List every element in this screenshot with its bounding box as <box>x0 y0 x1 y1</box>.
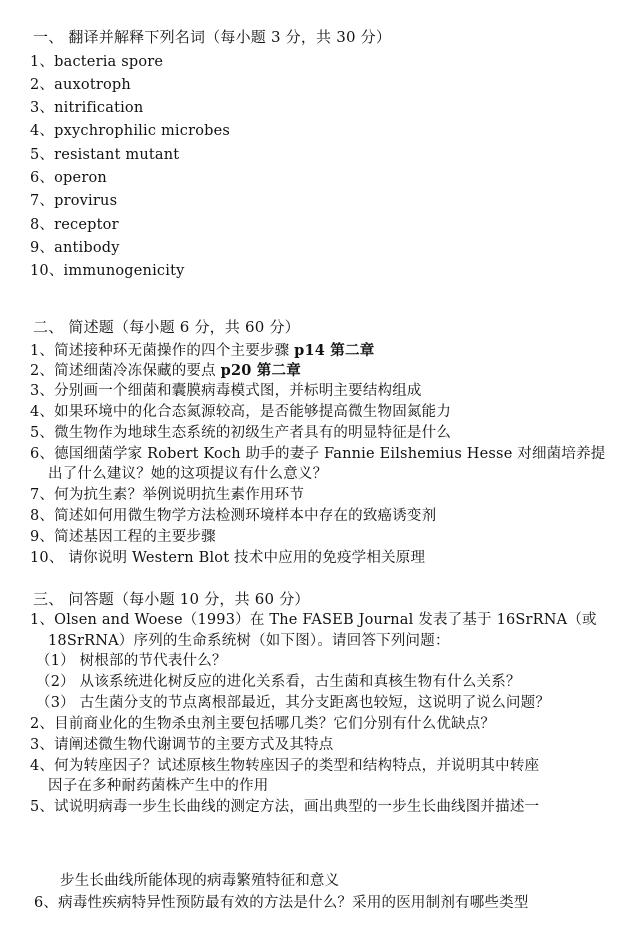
essay-question-6: 6、病毒性疾病特异性预防最有效的方法是什么？采用的医用制剂有哪些类型 <box>34 895 529 911</box>
essay-question-4-line-1: 4、何为转座因子？试述原核生物转座因子的类型和结构特点，并说明其中转座 <box>30 758 540 774</box>
short-question-6-line-2: 出了什么建议？她的这项提议有什么意义？ <box>48 466 328 482</box>
short-question-3: 3、分别画一个细菌和囊膜病毒模式图，并标明主要结构组成 <box>30 383 422 399</box>
essay-question-1-line-2: 18SrRNA）序列的生命系统树（如下图）。请回答下列问题： <box>48 633 450 649</box>
essay-question-5-line-1: 5、试说明病毒一步生长曲线的测定方法，画出典型的一步生长曲线图并描述一 <box>30 799 540 815</box>
vocab-item-2: 2、auxotroph <box>30 77 131 93</box>
essay-subquestion-2: （2） 从该系统进化树反应的进化关系看，古生菌和真核生物有什么关系？ <box>36 674 521 690</box>
short-question-7: 7、何为抗生素？举例说明抗生素作用环节 <box>30 487 305 503</box>
vocab-item-3: 3、nitrification <box>30 100 144 116</box>
section-3-heading: 三、 问答题（每小题 10 分，共 60 分） <box>33 590 310 608</box>
vocab-item-4: 4、pxychrophilic microbes <box>30 123 231 139</box>
short-question-9: 9、简述基因工程的主要步骤 <box>30 529 216 545</box>
vocab-item-1: 1、bacteria spore <box>30 54 164 70</box>
section-1-heading: 一、 翻译并解释下列名词（每小题 3 分，共 30 分） <box>33 28 392 46</box>
page-chapter-note: p20 第二章 <box>220 362 301 379</box>
essay-question-4-line-2: 因子在多种耐药菌株产生中的作用 <box>48 778 269 794</box>
essay-question-5-line-2: 步生长曲线所能体现的病毒繁殖特征和意义 <box>60 873 340 889</box>
short-question-1 <box>30 341 374 361</box>
essay-question-3: 3、请阐述微生物代谢调节的主要方式及其特点 <box>30 737 334 753</box>
vocab-item-8: 8、receptor <box>30 217 119 233</box>
essay-question-2: 2、目前商业化的生物杀虫剂主要包括哪几类？它们分别有什么优缺点？ <box>30 716 496 732</box>
short-question-10: 10、 请你说明 Western Blot 技术中应用的免疫学相关原理 <box>30 550 426 566</box>
short-question-2 <box>30 361 301 381</box>
vocab-item-10: 10、immunogenicity <box>30 263 185 279</box>
essay-subquestion-3: （3） 古生菌分支的节点离根部最近，其分支距离也较短，这说明了说么问题？ <box>36 695 551 711</box>
section-2-heading: 二、 简述题（每小题 6 分，共 60 分） <box>33 318 300 336</box>
question-text: 1、简述接种环无菌操作的四个主要步骤 <box>30 343 295 359</box>
short-question-6-line-1: 6、德国细菌学家 Robert Koch 助手的妻子 Fannie Eilshemius Hesse 对细菌培养提 <box>30 446 606 462</box>
short-question-8: 8、简述如何用微生物学方法检测环境样本中存在的致癌诱变剂 <box>30 508 437 524</box>
vocab-item-5: 5、resistant mutant <box>30 147 180 163</box>
page-chapter-note: p14 第二章 <box>294 342 375 359</box>
short-question-5: 5、微生物作为地球生态系统的初级生产者具有的明显特征是什么 <box>30 425 452 441</box>
essay-subquestion-1: （1） 树根部的节代表什么？ <box>36 653 227 669</box>
question-text: 2、简述细菌冷冻保藏的要点 <box>30 363 221 379</box>
short-question-4: 4、如果环境中的化合态氮源较高，是否能够提高微生物固氮能力 <box>30 404 452 420</box>
vocab-item-6: 6、operon <box>30 170 107 186</box>
essay-question-1-line-1: 1、Olsen and Woese（1993）在 The FASEB Journal 发表了基于 16SrRNA（或 <box>30 612 597 628</box>
vocab-item-7: 7、provirus <box>30 193 118 209</box>
vocab-item-9: 9、antibody <box>30 240 120 256</box>
